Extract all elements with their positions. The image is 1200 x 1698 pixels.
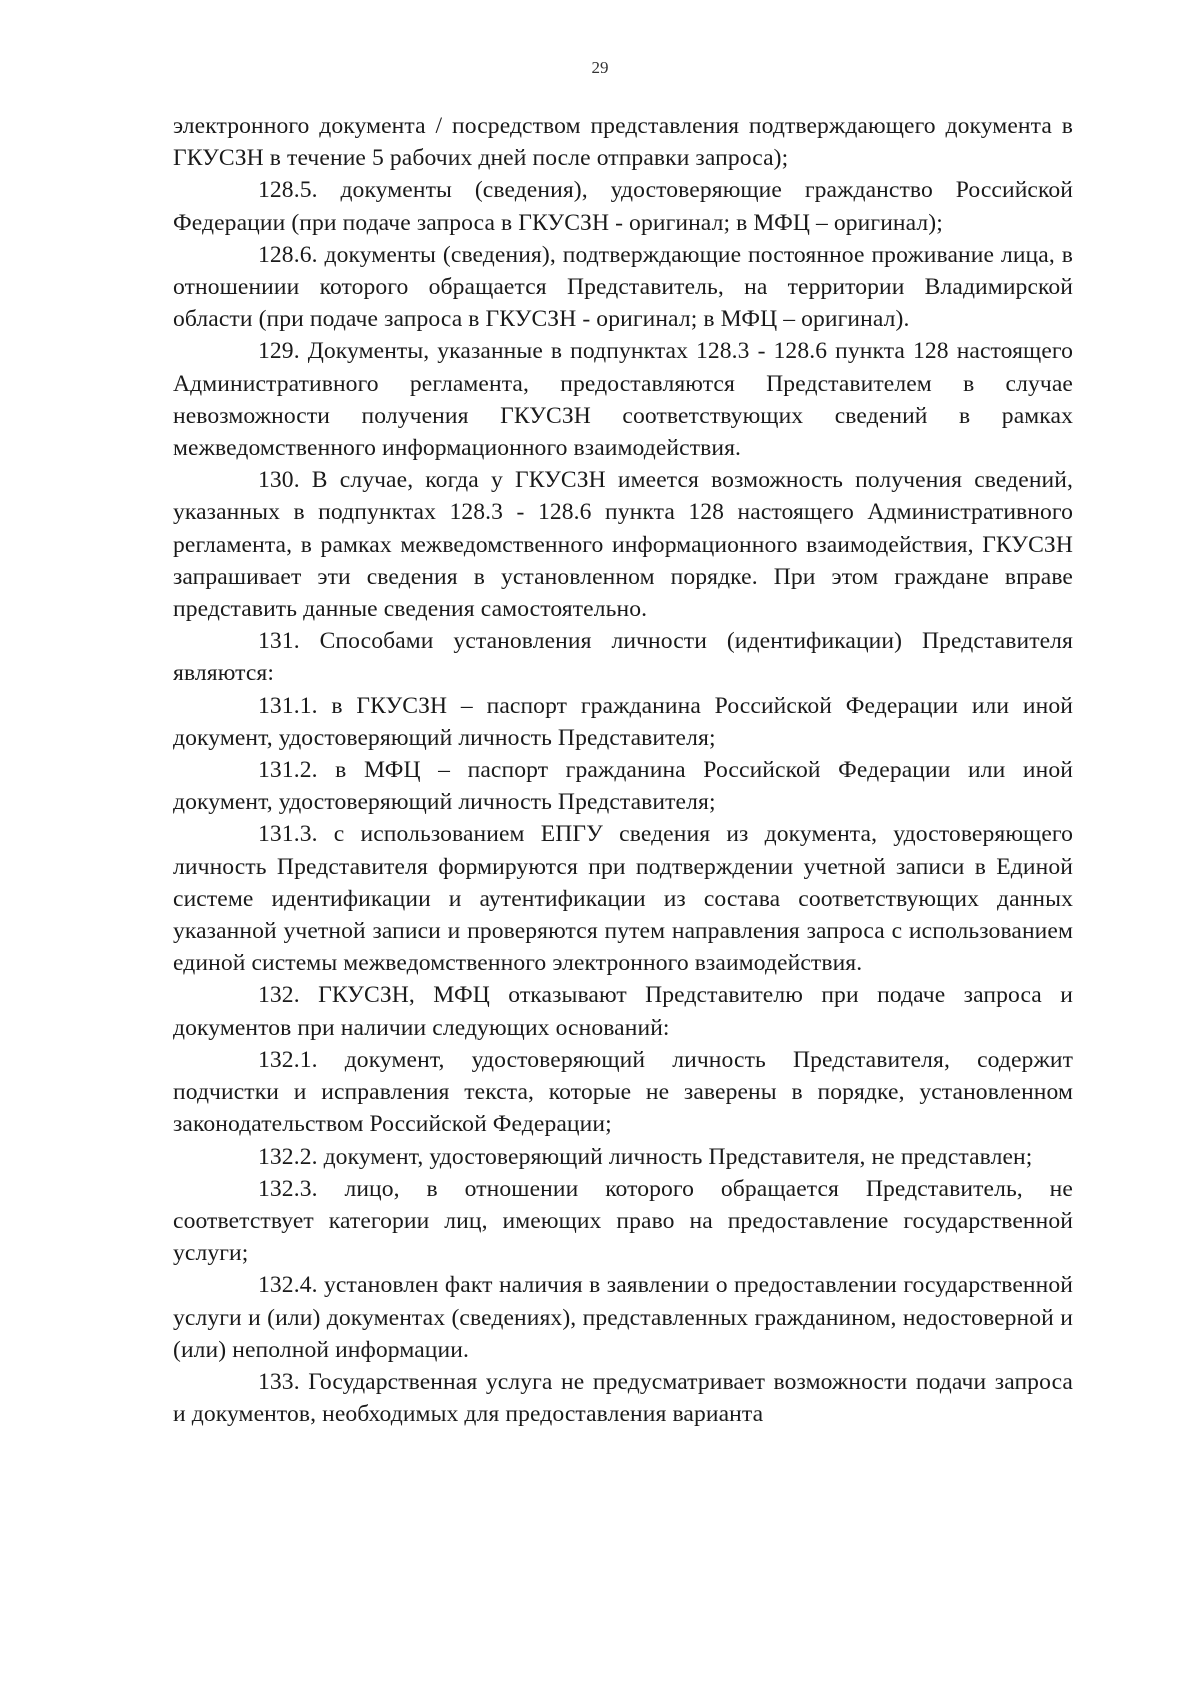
paragraph-128-6: 128.6. документы (сведения), подтверждающие постоянное проживание лица, в отношениии которого обращается Представитель, на территории Владимирской области (при подаче запроса в ГКУСЗН - оригинал; в МФЦ – оригинал). <box>173 241 1073 333</box>
paragraph-132-3: 132.3. лицо, в отношении которого обращается Представитель, не соответствует категории лиц, имеющих право на предоставление государственной услуги; <box>173 1175 1073 1267</box>
paragraph-130: 130. В случае, когда у ГКУСЗН имеется возможность получения сведений, указанных в подпунктах 128.3 - 128.6 пункта 128 настоящего Административного регламента, в рамках межведомственного информационного взаимодействия, ГКУСЗН запрашивает эти сведения в установленном порядке. При этом граждане вправе представить данные сведения самостоятельно. <box>173 467 1073 623</box>
document-body <box>173 110 1073 1430</box>
paragraph-continuation: электронного документа / посредством представления подтверждающего документа в ГКУСЗН в течение 5 рабочих дней после отправки запроса); <box>173 113 1073 172</box>
page-number: 29 <box>591 58 609 77</box>
paragraph-129: 129. Документы, указанные в подпунктах 128.3 - 128.6 пункта 128 настоящего Административного регламента, предоставляются Представителем в случае невозможности получения ГКУСЗН соответствующих сведений в рамках межведомственного информационного взаимодействия. <box>173 338 1073 462</box>
paragraph-132-2: 132.2. документ, удостоверяющий личность Представителя, не представлен; <box>258 1143 1033 1170</box>
paragraph-131: 131. Способами установления личности (идентификации) Представителя являются: <box>173 628 1073 687</box>
paragraph-132-1: 132.1. документ, удостоверяющий личность Представителя, содержит подчистки и исправления текста, которые не заверены в порядке, установленном законодательством Российской Федерации; <box>173 1046 1073 1138</box>
paragraph-131-3: 131.3. с использованием ЕПГУ сведения из документа, удостоверяющего личность Представителя формируются при подтверждении учетной записи в Единой системе идентификации и аутентификации из состава соответствующих данных указанной учетной записи и проверяются путем направления запроса с использованием единой системы межведомственного электронного взаимодействия. <box>173 821 1073 977</box>
paragraph-128-5: 128.5. документы (сведения), удостоверяющие гражданство Российской Федерации (при подаче запроса в ГКУСЗН - оригинал; в МФЦ – оригинал); <box>173 177 1073 236</box>
paragraph-132-4: 132.4. установлен факт наличия в заявлении о предоставлении государственной услуги и (или) документах (сведениях), представленных гражданином, недостоверной и (или) неполной информации. <box>173 1272 1073 1363</box>
paragraph-131-1: 131.1. в ГКУСЗН – паспорт гражданина Российской Федерации или иной документ, удостоверяющий личность Представителя; <box>173 692 1073 751</box>
paragraph-133: 133. Государственная услуга не предусматривает возможности подачи запроса и документов, необходимых для предоставления варианта <box>173 1368 1073 1428</box>
paragraph-132: 132. ГКУСЗН, МФЦ отказывают Представителю при подаче запроса и документов при наличии следующих оснований: <box>173 982 1073 1041</box>
paragraph-131-2: 131.2. в МФЦ – паспорт гражданина Российской Федерации или иной документ, удостоверяющий личность Представителя; <box>173 757 1073 816</box>
